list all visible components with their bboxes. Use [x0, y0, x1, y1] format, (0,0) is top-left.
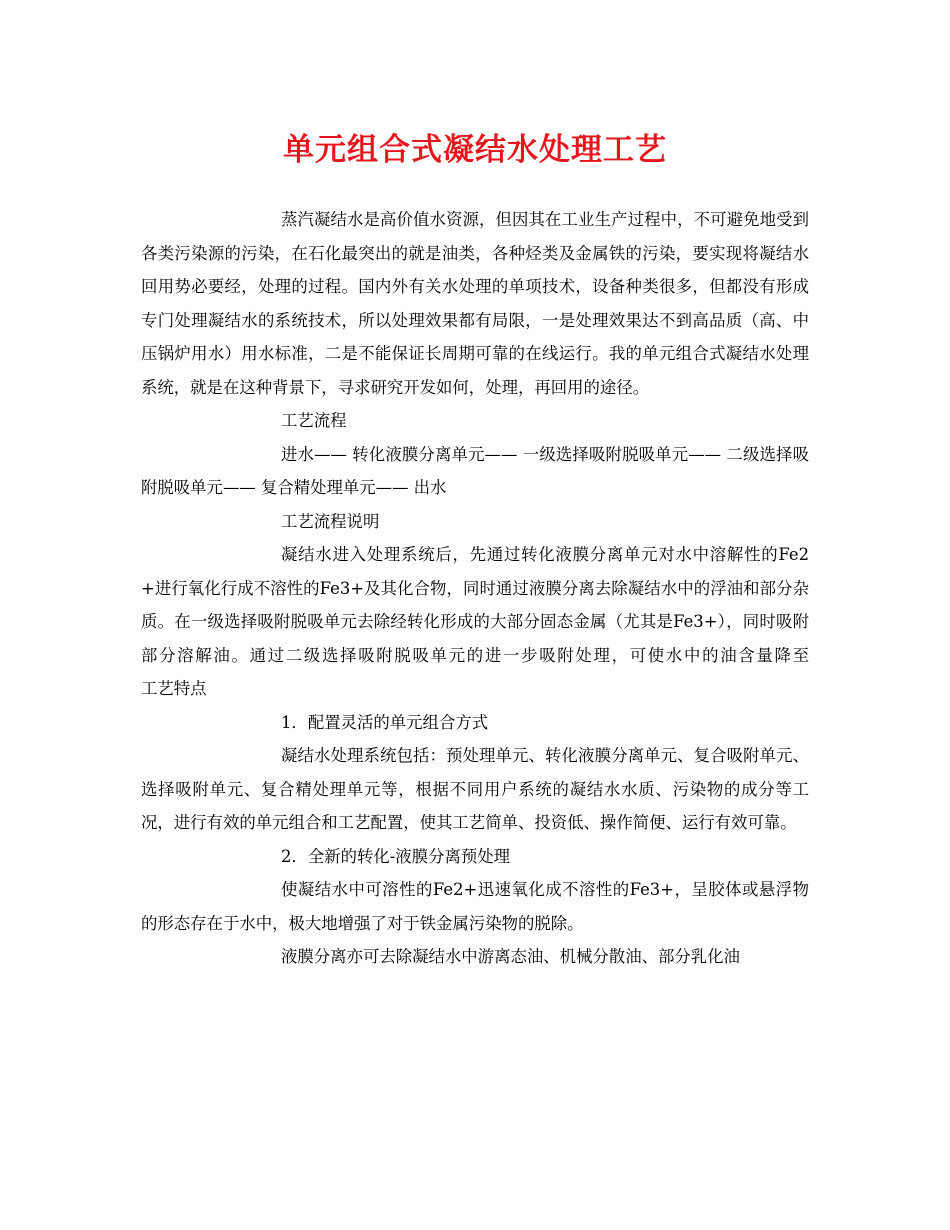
- heading-feature-1: 1．配置灵活的单元组合方式: [281, 712, 489, 732]
- heading-feature-2: 2．全新的转化-液膜分离预处理: [281, 846, 511, 866]
- paragraph-feature-2b: 液膜分离亦可去除凝结水中游离态油、机械分散油、部分乳化油: [281, 947, 740, 966]
- paragraph-feature-2a: 使凝结水中可溶性的Fe2+迅速氧化成不溶性的Fe3+，呈胶体或悬浮物的形态存在于水中，极大地增强了对于铁金属污染物的脱除。: [141, 880, 809, 933]
- document-body: [141, 203, 941, 974]
- heading-process-flow: 工艺流程: [281, 411, 347, 430]
- paragraph-feature-1: 凝结水处理系统包括：预处理单元、转化液膜分离单元、复合吸附单元、选择吸附单元、复合精处理单元等，根据不同用户系统的凝结水水质、污染物的成分等工况，进行有效的单元组合和工艺配置，使其工艺简单、投资低、操作简便、运行有效可靠。: [141, 746, 809, 832]
- paragraph-process-flow: 进水—— 转化液膜分离单元—— 一级选择吸附脱吸单元—— 二级选择吸附脱吸单元—— 复合精处理单元—— 出水: [141, 444, 809, 497]
- document-title: 单元组合式凝结水处理工艺: [283, 132, 667, 168]
- paragraph-intro: 蒸汽凝结水是高价值水资源，但因其在工业生产过程中，不可避免地受到各类污染源的污染，在石化最突出的就是油类，各种烃类及金属铁的污染，要实现将凝结水回用势必要经，处理的过程。国内外有关水处理的单项技术，设备种类很多，但都没有形成专门处理凝结水的系统技术，所以处理效果都有局限，一是处理效果达不到高品质（高、中压锅炉用水）用水标准，二是不能保证长周期可靠的在线运行。我的单元组合式凝结水处理系统，就是在这种背景下，寻求研究开发如何，处理，再回用的途径。: [141, 210, 809, 397]
- paragraph-process-description: 凝结水进入处理系统后，先通过转化液膜分离单元对水中溶解性的Fe2+进行氧化行成不溶性的Fe3+及其化合物，同时通过液膜分离去除凝结水中的浮油和部分杂质。在一级选择吸附脱吸单元去除经转化形成的大部分固态金属（尤其是Fe3+），同时吸附部分溶解油。通过二级选择吸附脱吸单元的进一步吸附处理，可使水中的油含量降至 工艺特点: [141, 545, 941, 698]
- heading-process-description: 工艺流程说明: [281, 511, 380, 531]
